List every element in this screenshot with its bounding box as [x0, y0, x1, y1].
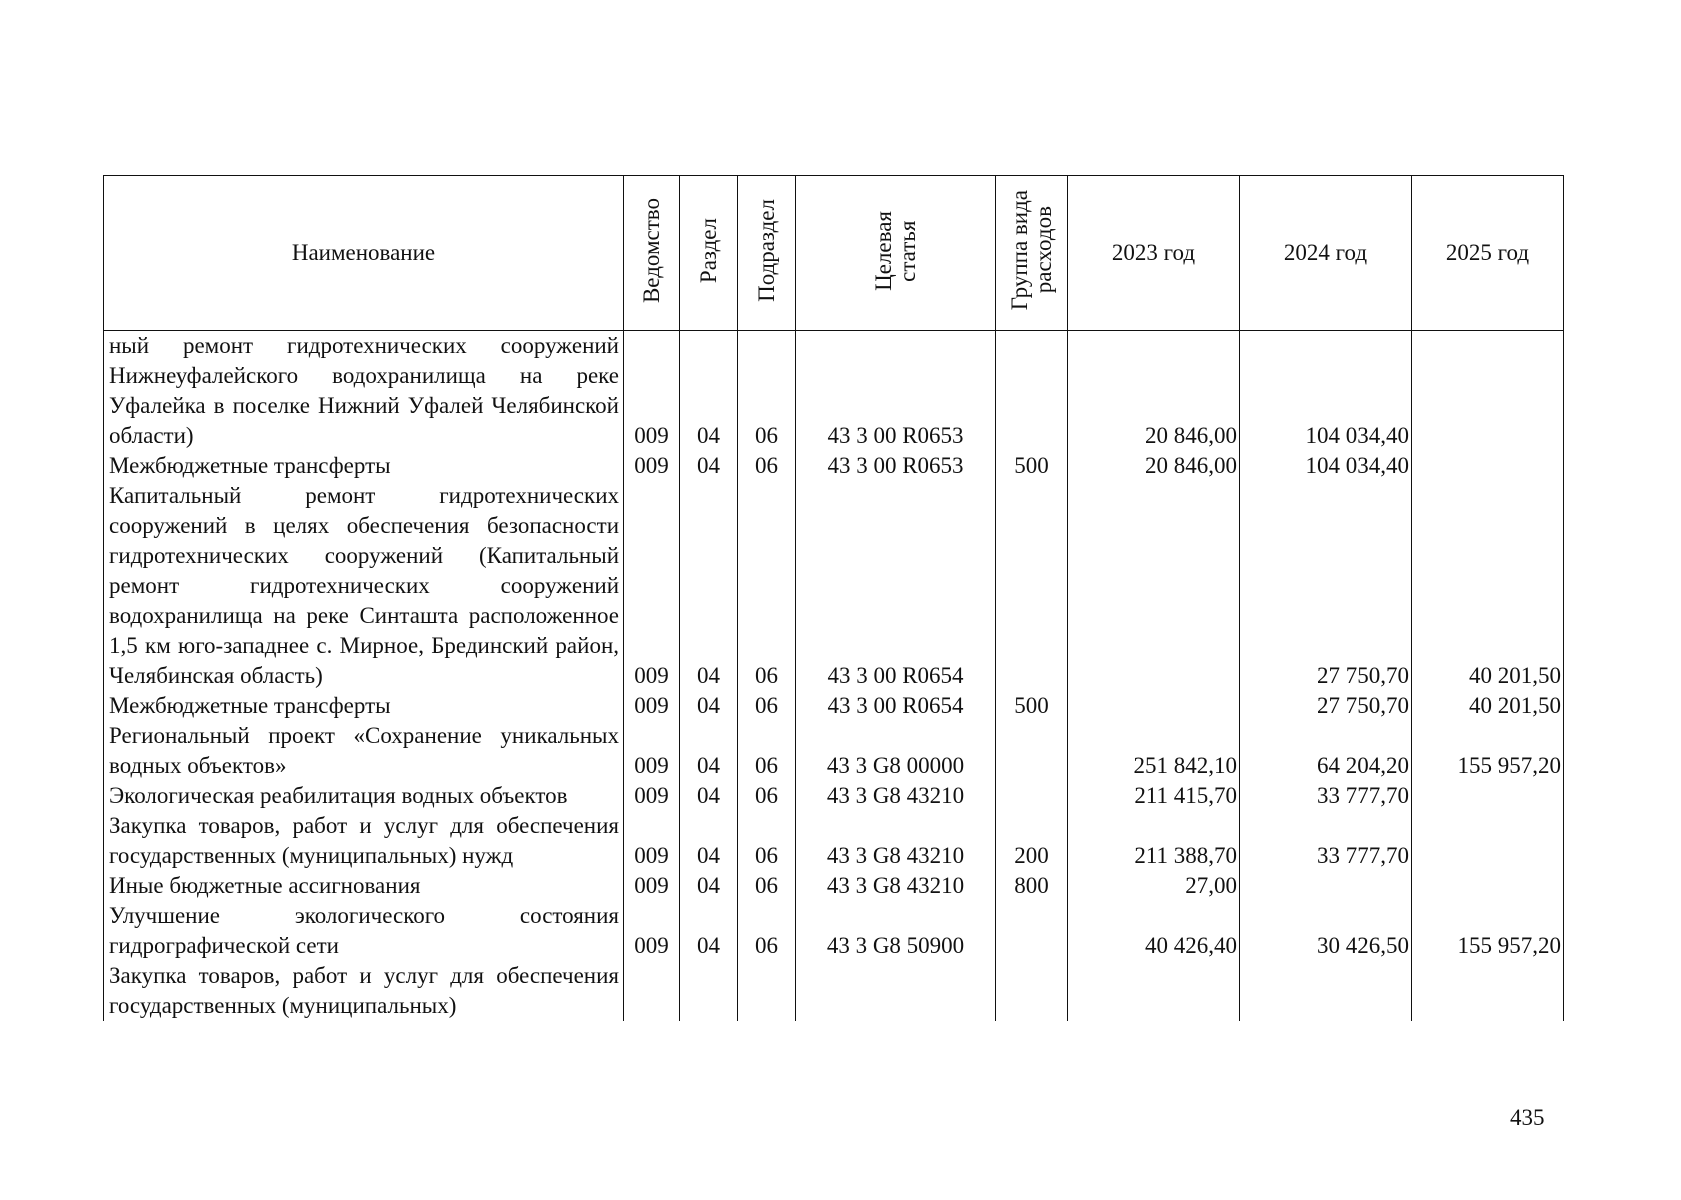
cell-2023: 20 846,00 — [1068, 331, 1240, 452]
cell-2025 — [1412, 451, 1564, 481]
cell-section: 04 — [680, 811, 738, 871]
table-row — [104, 811, 1564, 871]
cell-target-article: 43 3 00 R0654 — [796, 691, 996, 721]
cell-section: 04 — [680, 721, 738, 781]
cell-name: Межбюджетные трансферты — [104, 451, 624, 481]
table-header-row — [104, 176, 1564, 331]
cell-section: 04 — [680, 691, 738, 721]
cell-target-article: 43 3 00 R0653 — [796, 451, 996, 481]
cell-section: 04 — [680, 901, 738, 961]
cell-target-article: 43 3 G8 00000 — [796, 721, 996, 781]
cell-2025 — [1412, 811, 1564, 871]
cell-2023: 20 846,00 — [1068, 451, 1240, 481]
cell-department: 009 — [624, 811, 680, 871]
cell-target-article: 43 3 G8 43210 — [796, 811, 996, 871]
cell-subsection: 06 — [738, 781, 796, 811]
cell-target-article: 43 3 G8 50900 — [796, 901, 996, 961]
cell-subsection: 06 — [738, 811, 796, 871]
cell-2023: 40 426,40 — [1068, 901, 1240, 961]
table-row — [104, 481, 1564, 691]
cell-2023 — [1068, 481, 1240, 691]
table-row — [104, 721, 1564, 781]
cell-2024 — [1240, 961, 1412, 1021]
table-row — [104, 901, 1564, 961]
header-2025: 2025 год — [1412, 176, 1564, 331]
cell-subsection: 06 — [738, 331, 796, 452]
table-row — [104, 961, 1564, 1021]
table-row — [104, 871, 1564, 901]
cell-name: Иные бюджетные ассигнования — [104, 871, 624, 901]
header-subsection: Подраздел — [738, 176, 796, 331]
cell-target-article: 43 3 G8 43210 — [796, 871, 996, 901]
cell-expense-group — [996, 781, 1068, 811]
cell-department: 009 — [624, 481, 680, 691]
cell-name: Региональный проект «Сохранение уникальных водных объектов» — [104, 721, 624, 781]
cell-section: 04 — [680, 451, 738, 481]
cell-section: 04 — [680, 781, 738, 811]
cell-department: 009 — [624, 721, 680, 781]
cell-2025 — [1412, 781, 1564, 811]
table-row — [104, 451, 1564, 481]
table-row — [104, 331, 1564, 452]
cell-2023 — [1068, 691, 1240, 721]
cell-subsection: 06 — [738, 721, 796, 781]
cell-target-article: 43 3 00 R0654 — [796, 481, 996, 691]
cell-department — [624, 961, 680, 1021]
cell-2023: 211 415,70 — [1068, 781, 1240, 811]
cell-expense-group: 500 — [996, 691, 1068, 721]
cell-2023: 27,00 — [1068, 871, 1240, 901]
cell-2024: 27 750,70 — [1240, 691, 1412, 721]
cell-expense-group — [996, 481, 1068, 691]
cell-2025 — [1412, 961, 1564, 1021]
cell-2024 — [1240, 871, 1412, 901]
cell-2023: 251 842,10 — [1068, 721, 1240, 781]
cell-section: 04 — [680, 331, 738, 452]
cell-subsection: 06 — [738, 901, 796, 961]
cell-expense-group: 800 — [996, 871, 1068, 901]
cell-2025: 40 201,50 — [1412, 481, 1564, 691]
header-expense-group: Группа вида расходов — [996, 176, 1068, 331]
header-name: Наименование — [104, 176, 624, 331]
cell-subsection: 06 — [738, 871, 796, 901]
budget-table — [103, 175, 1564, 1021]
header-department: Ведомство — [624, 176, 680, 331]
cell-section — [680, 961, 738, 1021]
cell-expense-group — [996, 721, 1068, 781]
cell-department: 009 — [624, 781, 680, 811]
cell-2025 — [1412, 331, 1564, 452]
header-section: Раздел — [680, 176, 738, 331]
cell-name: Межбюджетные трансферты — [104, 691, 624, 721]
cell-department: 009 — [624, 331, 680, 452]
cell-2023: 211 388,70 — [1068, 811, 1240, 871]
cell-name: Капитальный ремонт гидротехнических сооружений в целях обеспечения безопасности гидротехнических сооружений (Капитальный ремонт гидротехнических сооружений водохранилища на реке Синташта расположенное 1,5 км юго-западнее с. Мирное, Брединский район, Челябинская область) — [104, 481, 624, 691]
cell-subsection — [738, 961, 796, 1021]
cell-subsection: 06 — [738, 451, 796, 481]
cell-2025: 155 957,20 — [1412, 721, 1564, 781]
cell-2025: 40 201,50 — [1412, 691, 1564, 721]
cell-2024: 33 777,70 — [1240, 781, 1412, 811]
cell-department: 009 — [624, 451, 680, 481]
cell-name: Закупка товаров, работ и услуг для обеспечения государственных (муниципальных) нужд — [104, 811, 624, 871]
cell-department: 009 — [624, 871, 680, 901]
cell-2023 — [1068, 961, 1240, 1021]
cell-2024: 30 426,50 — [1240, 901, 1412, 961]
cell-department: 009 — [624, 901, 680, 961]
cell-name: Закупка товаров, работ и услуг для обеспечения государственных (муниципальных) — [104, 961, 624, 1021]
cell-expense-group — [996, 961, 1068, 1021]
cell-target-article — [796, 961, 996, 1021]
cell-expense-group: 200 — [996, 811, 1068, 871]
cell-2024: 27 750,70 — [1240, 481, 1412, 691]
cell-name: Экологическая реабилитация водных объектов — [104, 781, 624, 811]
cell-2024: 33 777,70 — [1240, 811, 1412, 871]
cell-subsection: 06 — [738, 691, 796, 721]
cell-2025 — [1412, 871, 1564, 901]
header-target-article: Целевая статья — [796, 176, 996, 331]
header-2024: 2024 год — [1240, 176, 1412, 331]
cell-subsection: 06 — [738, 481, 796, 691]
cell-2024: 104 034,40 — [1240, 451, 1412, 481]
page-number: 435 — [1510, 1105, 1545, 1130]
cell-expense-group — [996, 901, 1068, 961]
cell-section: 04 — [680, 481, 738, 691]
table-body — [104, 331, 1564, 1022]
cell-2025: 155 957,20 — [1412, 901, 1564, 961]
cell-department: 009 — [624, 691, 680, 721]
cell-expense-group: 500 — [996, 451, 1068, 481]
cell-section: 04 — [680, 871, 738, 901]
cell-2024: 104 034,40 — [1240, 331, 1412, 452]
cell-target-article: 43 3 G8 43210 — [796, 781, 996, 811]
cell-target-article: 43 3 00 R0653 — [796, 331, 996, 452]
cell-2024: 64 204,20 — [1240, 721, 1412, 781]
table-row — [104, 781, 1564, 811]
cell-expense-group — [996, 331, 1068, 452]
header-2023: 2023 год — [1068, 176, 1240, 331]
cell-name: Улучшение экологического состояния гидрографической сети — [104, 901, 624, 961]
cell-name: ный ремонт гидротехнических сооружений Нижнеуфалейского водохранилища на реке Уфалейка в поселке Нижний Уфалей Челябинской области) — [104, 331, 624, 452]
table-row — [104, 691, 1564, 721]
